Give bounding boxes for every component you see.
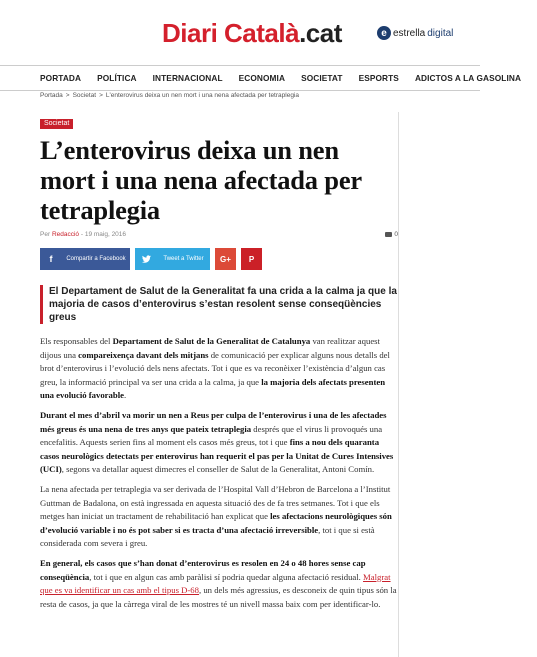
text: , segons va detallar aquest dimecres el conseller de Salut de la Generalitat, Antoni Comín.: [61, 464, 375, 475]
sponsor-icon: e: [377, 26, 391, 40]
text: després que el virus li provoqués una encefalitis. Aquests serien fins al moment els casos més greus, tot i que: [40, 423, 383, 448]
breadcrumb-current: L'enterovirus deixa un nen mort i una nena afectada per tetraplegia: [105, 92, 299, 99]
nav-item-internacional[interactable]: INTERNACIONAL: [152, 73, 223, 83]
logo-tld: .cat: [299, 18, 342, 48]
comment-count[interactable]: [385, 231, 398, 238]
article-body: [40, 335, 398, 611]
text: , tot i que en algun cas amb paràlisi sí podria quedar alguna afectació residual.: [89, 571, 364, 582]
breadcrumb: [40, 92, 299, 99]
share-pinterest-button[interactable]: [241, 248, 262, 270]
article-title: L’enterovirus deixa un nen mort i una nena afectada per tetraplegia: [40, 135, 362, 225]
text: de comunicació per explicar alguns nous detalls del brot d’enterovirus i l’evolució dels nens afectats. Tot i que es va reconèixer l’existència d’algun cas greu, la informació principal va ser una crida a la calma, ja que: [40, 349, 390, 387]
logo-brand: Diari Català: [162, 18, 300, 48]
breadcrumb-societat[interactable]: Societat: [72, 92, 97, 99]
text-bold: En general, els casos que s’han donat d’enterovirus es resolen en 24 o 48 hores sense cap conseqüència: [40, 557, 366, 582]
category-tag[interactable]: Societat: [40, 119, 73, 129]
text: van realitzar aquest dijous una: [40, 336, 380, 360]
twitter-icon: [135, 255, 157, 263]
facebook-icon: f: [49, 254, 53, 264]
site-logo[interactable]: [162, 18, 342, 49]
site-header: [0, 0, 480, 64]
text: La nena afectada per tetraplegia va ser derivada de l’Hospital Vall d’Hebron de Barcelona a l’Institut Guttman de Badalona, on està ingressada en aquesta situació des de fa tres setmanes. Tot i que els metges han iniciat un tractament de rehabilitació han explicat que: [40, 483, 391, 522]
inline-link[interactable]: Malgrat que es va identificar un cas amb el tipus D-68: [40, 571, 391, 596]
sponsor-logo[interactable]: [377, 26, 453, 40]
article: [40, 112, 398, 611]
article-meta: [40, 231, 398, 238]
paragraph-1: [40, 335, 398, 403]
nav-item-esports[interactable]: ESPORTS: [358, 73, 399, 83]
pinterest-icon: P: [248, 254, 255, 264]
sponsor-name-part1: estrella: [393, 27, 426, 39]
comment-icon: [385, 232, 392, 237]
article-lead: El Departament de Salut de la Generalitat fa una crida a la calma ja que la majoria de casos d’enterovirus s’estan resolent sense conseqüències greus: [40, 285, 398, 324]
text: .: [123, 390, 127, 401]
main-nav: [0, 65, 522, 91]
nav-item-politica[interactable]: POLÍTICA: [97, 73, 137, 83]
nav-item-portada[interactable]: PORTADA: [40, 73, 82, 83]
share-facebook-button[interactable]: [40, 248, 130, 270]
author-prefix: Per: [40, 231, 51, 238]
paragraph-2: [40, 409, 398, 477]
text-bold: les afectacions neurològiques són d’evolució variable i no és pot saber si es tracta d’una afectació irreversible: [40, 511, 392, 535]
nav-item-societat[interactable]: SOCIETAT: [301, 73, 343, 83]
text-bold: Departament de Salut de la Generalitat de Catalunya: [112, 336, 311, 346]
text-bold: la majoria dels afectats presenten una evolució favorable: [40, 376, 386, 401]
sponsor-name-part2: digital: [427, 27, 454, 39]
paragraph-3: [40, 483, 398, 551]
text: Els responsables del: [40, 336, 113, 346]
text: , un dels més agressius, es desconeix de quin tipus són la resta de casos, ja que la càrrega viral de les mostres té un nivell massa baix com per identificar-lo.: [40, 585, 397, 609]
nav-item-economia[interactable]: ECONOMIA: [238, 73, 286, 83]
breadcrumb-portada[interactable]: Portada: [40, 92, 63, 99]
breadcrumb-separator: >: [65, 92, 70, 99]
share-gplus-button[interactable]: [215, 248, 236, 270]
text: , tot i que si està considerada com severa i greu.: [40, 524, 375, 549]
share-twitter-button[interactable]: [135, 248, 210, 270]
byline: [40, 231, 126, 238]
text-bold: Durant el mes d’abril va morir un nen a Reus per culpa de l’enterovirus i una de les afectades més greus és una nena de tres anys que pateix tetraplegia: [40, 409, 387, 434]
breadcrumb-separator: >: [99, 92, 103, 99]
publish-date: - 19 maig, 2016: [80, 231, 127, 238]
sidebar-divider: [398, 112, 399, 657]
text-bold: compareixença davant dels mitjans: [78, 349, 209, 360]
share-bar: [40, 248, 398, 270]
share-facebook-label: Compartir a Facebook: [66, 256, 126, 262]
share-twitter-label: Tweet a Twitter: [163, 256, 204, 262]
paragraph-4: [40, 557, 398, 611]
author-link[interactable]: Redacció: [51, 231, 80, 238]
gplus-icon: G+: [220, 254, 231, 264]
nav-item-gasolina[interactable]: ADICTOS A LA GASOLINA: [414, 73, 522, 83]
comment-count-value: 0: [394, 231, 398, 238]
text-bold: fins a nou dels quaranta casos neurològics detectats per enterovirus han requerit el pas per la Unitat de Cures Intensives (UCI): [40, 437, 394, 475]
